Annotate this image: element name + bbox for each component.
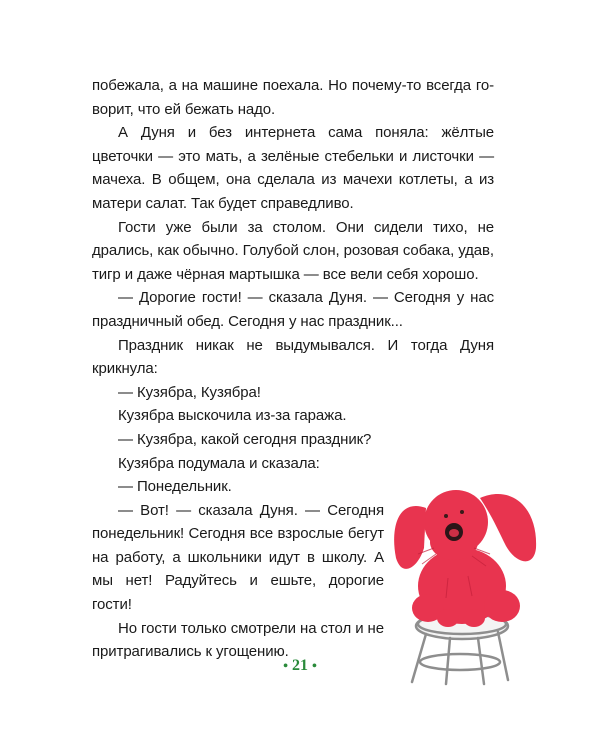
- bullet-icon: •: [283, 659, 288, 674]
- pink-dog-illustration: [388, 468, 564, 688]
- paragraph: ворит, что ей бежать надо.: [92, 100, 276, 118]
- dog-icon: [394, 490, 536, 627]
- eye-icon: [444, 514, 448, 518]
- paragraph: Кузябра подумала и сказала:: [118, 454, 320, 472]
- paragraph: — Кузябра, какой сегодня праздник?: [118, 430, 372, 448]
- paragraph: Гости уже были за столом. Они сидели тихо, не дрались, как обычно. Голубой слон, розовая собака, удав, тигр и даже чёрная мартышка — все вели себя хорошо.: [92, 218, 494, 283]
- paragraph: Праздник никак не выдумывался. И тогда Дуня крикнула:: [92, 336, 494, 378]
- eye-icon: [460, 510, 464, 514]
- paragraph: — Вот! — сказала Дуня. — Сегодня понедельник! Сегодня все взрослые бегут на работу, а школьники идут в школу. А мы нет! Радуйтесь и ешьте, дорогие гости!: [92, 501, 384, 614]
- paragraph: — Кузябра, Кузябра!: [118, 383, 261, 401]
- paragraph: побежала, а на машине поехала. Но почему-то всегда го-: [92, 77, 494, 94]
- paragraph: Кузябра выскочила из-за гаража.: [118, 407, 347, 425]
- paragraph: — Понедельник.: [118, 478, 232, 496]
- paragraph-list-wrapped: [92, 499, 384, 664]
- paragraph: Но гости только смотрели на стол и не притрагивались к угощению.: [92, 619, 384, 661]
- bullet-icon: •: [312, 659, 317, 674]
- paragraph-list: [92, 74, 494, 499]
- page-number-value: 21: [292, 657, 308, 674]
- page-number: [0, 657, 600, 675]
- paragraph: — Дорогие гости! — сказала Дуня. — Сегодня у нас праздничный обед. Сегодня у нас праздник...: [92, 289, 494, 330]
- paragraph: А Дуня и без интернета сама поняла: жёлтые цветочки — это мать, а зелёные стебельки и листочки — мачеха. В общем, она сделала из мачехи котлеты, а из матери салат. Так будет справедливо.: [92, 124, 494, 212]
